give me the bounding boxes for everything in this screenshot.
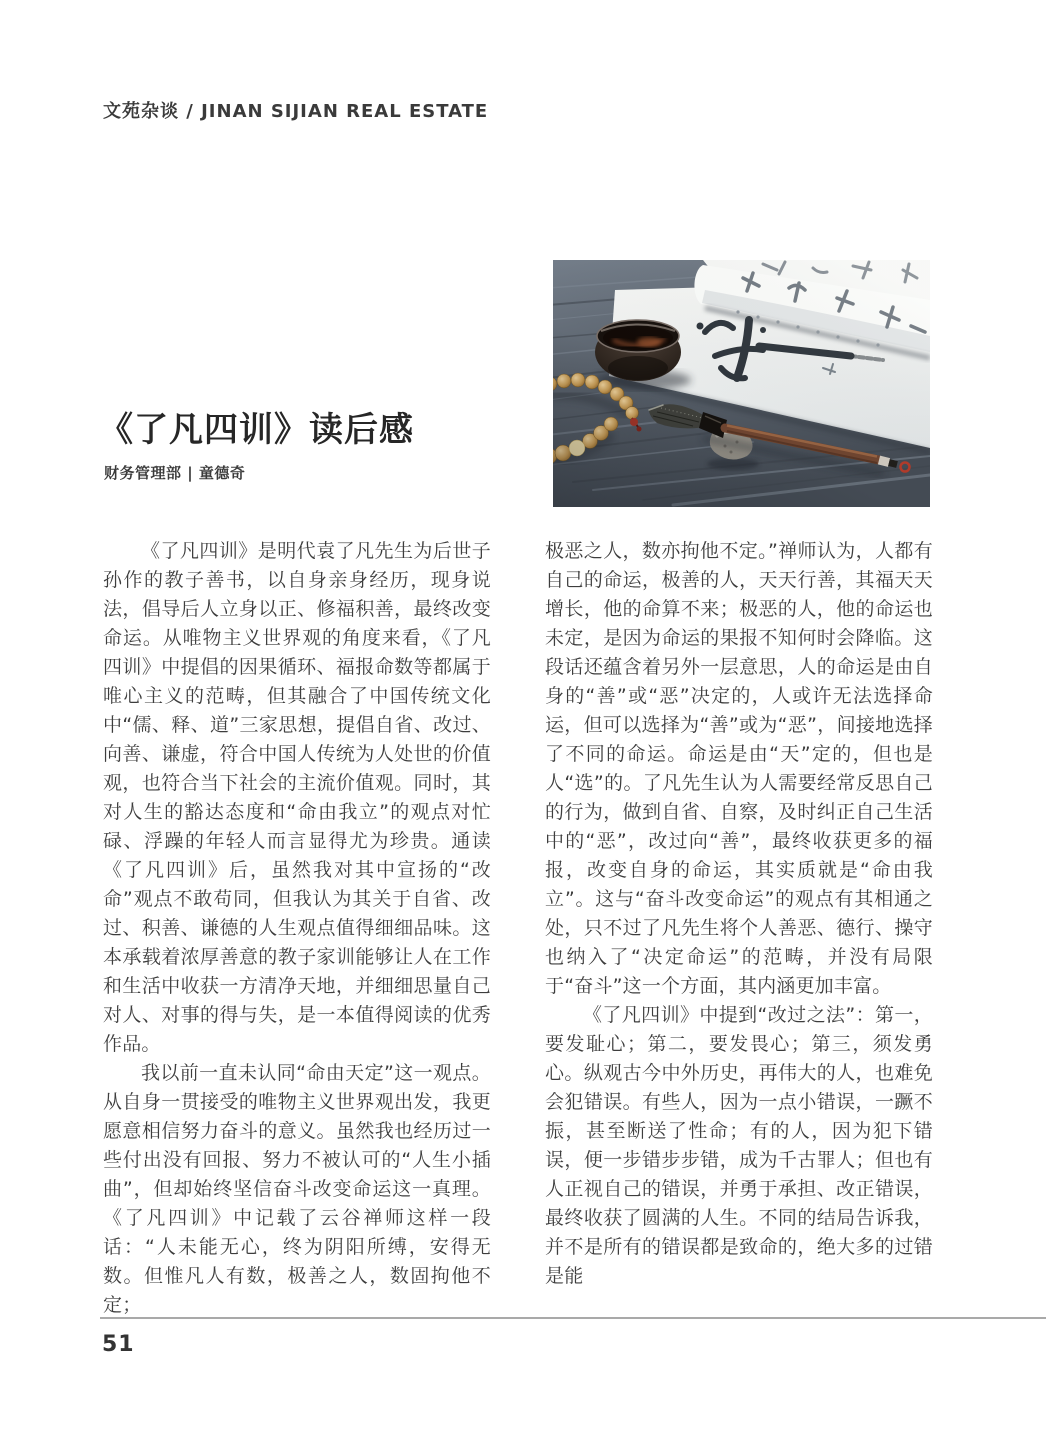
photo-vignette <box>553 260 930 507</box>
paragraph: 《了凡四训》是明代袁了凡先生为后世子孙作的教子善书，以自身亲身经历，现身说法，倡导后人立身以正、修福积善，最终改变命运。从唯物主义世界观的角度来看，《了凡四训》中提倡的因果循环、福报命数等都属于唯心主义的范畴，但其融合了中国传统文化中“儒、释、道”三家思想，提倡自省、改过、向善、谦虚，符合中国人传统为人处世的价值观，也符合当下社会的主流价值观。同时，其对人生的豁达态度和“命由我立”的观点对忙碌、浮躁的年轻人而言显得尤为珍贵。通读《了凡四训》后，虽然我对其中宣扬的“改命”观点不敢苟同，但我认为其关于自省、改过、积善、谦德的人生观点值得细细品味。这本承载着浓厚善意的教子家训能够让人在工作和生活中收获一方清净天地，并细细思量自己对人、对事的得与失，是一本值得阅读的优秀作品。 <box>103 540 491 1055</box>
body-column-left <box>103 537 491 1320</box>
section-kicker: 文苑杂谈 / JINAN SIJIAN REAL ESTATE <box>103 101 489 122</box>
paragraph: 《了凡四训》中提到“改过之法”：第一，要发耻心；第二，要发畏心；第三，须发勇心。纵观古今中外历史，再伟大的人，也难免会犯错误。有些人，因为一点小错误，一蹶不振，甚至断送了性命；有的人，因为犯下错误，便一步错步步错，成为千古罪人；但也有人正视自己的错误，并勇于承担、改正错误，最终收获了圆满的人生。不同的结局告诉我，并不是所有的错误都是致命的，绝大多的过错是能 <box>545 1004 933 1287</box>
article-photo <box>553 260 930 507</box>
page-number: 51 <box>102 1332 135 1357</box>
article-body <box>103 537 933 1320</box>
article-byline: 财务管理部 | 童德奇 <box>104 464 246 482</box>
footer-rule <box>100 1317 1046 1319</box>
paragraph: 我以前一直未认同“命由天定”这一观点。从自身一贯接受的唯物主义世界观出发，我更愿意相信努力奋斗的意义。虽然我也经历过一些付出没有回报、努力不被认可的“人生小插曲”，但却始终坚信奋斗改变命运这一真理。《了凡四训》中记载了云谷禅师这样一段话：“人未能无心，终为阴阳所缚，安得无数。但惟凡人有数，极善之人，数固拘他不定； <box>103 1062 491 1316</box>
calligraphy-still-life-illustration <box>553 260 930 507</box>
paragraph: 极恶之人，数亦拘他不定。”禅师认为，人都有自己的命运，极善的人，天天行善，其福天天增长，他的命算不来；极恶的人，他的命运也未定，是因为命运的果报不知何时会降临。这段话还蕴含着另外一层意思，人的命运是由自身的“善”或“恶”决定的，人或许无法选择命运，但可以选择为“善”或为“恶”，间接地选择了不同的命运。命运是由“天”定的，但也是人“选”的。了凡先生认为人需要经常反思自己的行为，做到自省、自察，及时纠正自己生活中的“恶”，改过向“善”，最终收获更多的福报，改变自身的命运，其实质就是“命由我立”。这与“奋斗改变命运”的观点有其相通之处，只不过了凡先生将个人善恶、德行、操守也纳入了“决定命运”的范畴，并没有局限于“奋斗”这一个方面，其内涵更加丰富。 <box>545 540 933 997</box>
article-title: 《了凡四训》读后感 <box>99 410 414 450</box>
body-column-right <box>545 537 933 1320</box>
